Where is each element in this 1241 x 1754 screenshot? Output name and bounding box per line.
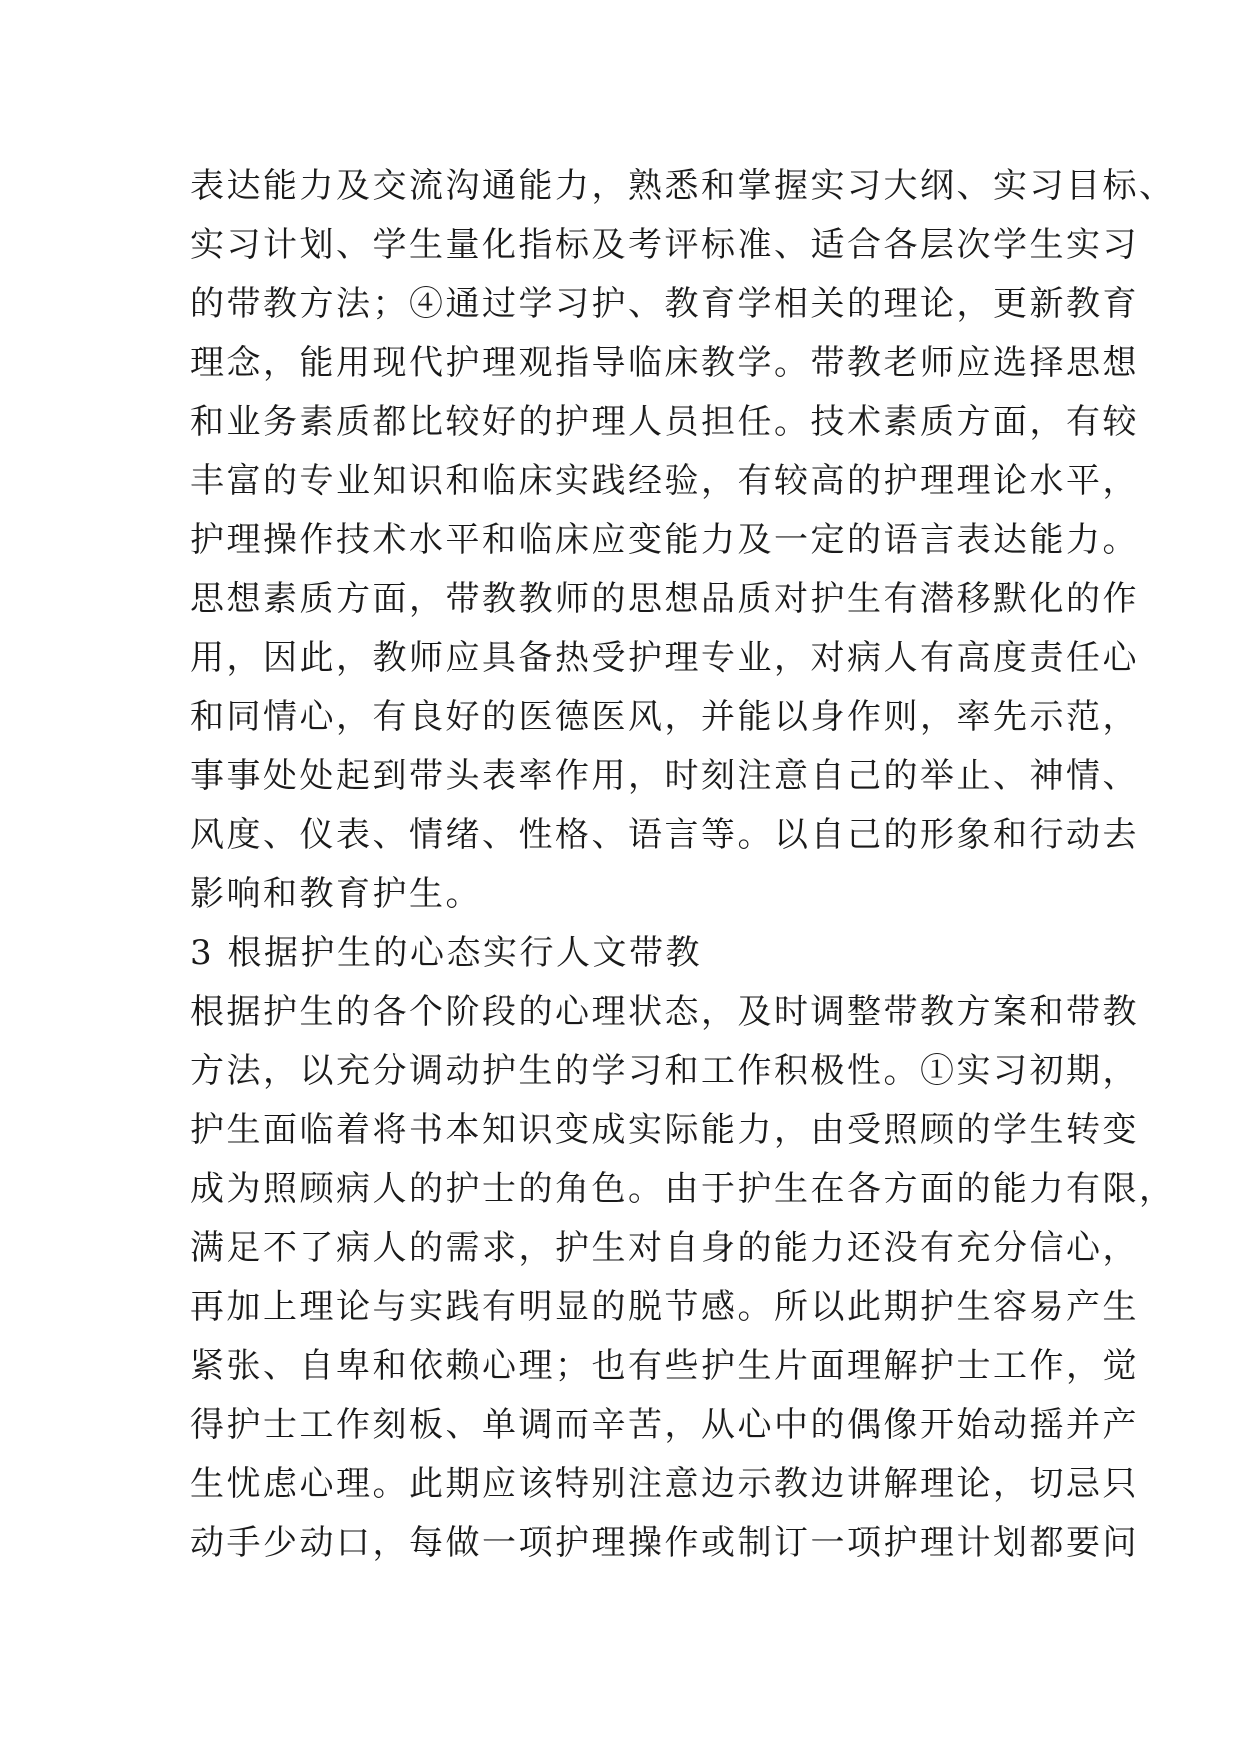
body-text	[190, 157, 1176, 1573]
text-line: 满足不了病人的需求，护生对自身的能力还没有充分信心，	[190, 1228, 1139, 1268]
text-line: 护理操作技术水平和临床应变能力及一定的语言表达能力。	[190, 520, 1139, 560]
text-line: 实习计划、学生量化指标及考评标准、适合各层次学生实习	[190, 225, 1139, 265]
text-line: 根据护生的各个阶段的心理状态，及时调整带教方案和带教	[190, 992, 1139, 1032]
text-line: 表达能力及交流沟通能力，熟悉和掌握实习大纲、实习目标、	[190, 166, 1176, 206]
text-line: 生忧虑心理。此期应该特别注意边示教边讲解理论，切忌只	[190, 1464, 1139, 1504]
text-line: 丰富的专业知识和临床实践经验，有较高的护理理论水平，	[190, 461, 1139, 501]
text-line: 方法，以充分调动护生的学习和工作积极性。①实习初期，	[190, 1051, 1139, 1091]
text-line: 成为照顾病人的护士的角色。由于护生在各方面的能力有限，	[190, 1169, 1176, 1209]
text-line: 得护士工作刻板、单调而辛苦，从心中的偶像开始动摇并产	[190, 1405, 1139, 1445]
text-line: 护生面临着将书本知识变成实际能力，由受照顾的学生转变	[190, 1110, 1139, 1150]
text-line: 事事处处起到带头表率作用，时刻注意自己的举止、神情、	[190, 756, 1139, 796]
text-line: 思想素质方面，带教教师的思想品质对护生有潜移默化的作	[190, 579, 1139, 619]
text-line: 再加上理论与实践有明显的脱节感。所以此期护生容易产生	[190, 1287, 1139, 1327]
text-line: 风度、仪表、情绪、性格、语言等。以自己的形象和行动去	[190, 815, 1139, 855]
section-heading: 3 根据护生的心态实行人文带教	[190, 933, 702, 973]
text-line: 影响和教育护生。	[190, 874, 482, 914]
text-line: 和同情心，有良好的医德医风，并能以身作则，率先示范，	[190, 697, 1139, 737]
text-line: 和业务素质都比较好的护理人员担任。技术素质方面，有较	[190, 402, 1139, 442]
text-line: 紧张、自卑和依赖心理；也有些护生片面理解护士工作，觉	[190, 1346, 1139, 1386]
text-line: 理念，能用现代护理观指导临床教学。带教老师应选择思想	[190, 343, 1139, 383]
text-line: 动手少动口，每做一项护理操作或制订一项护理计划都要问	[190, 1523, 1139, 1563]
text-line: 的带教方法；④通过学习护、教育学相关的理论，更新教育	[190, 284, 1139, 324]
text-line: 用，因此，教师应具备热受护理专业，对病人有高度责任心	[190, 638, 1139, 678]
